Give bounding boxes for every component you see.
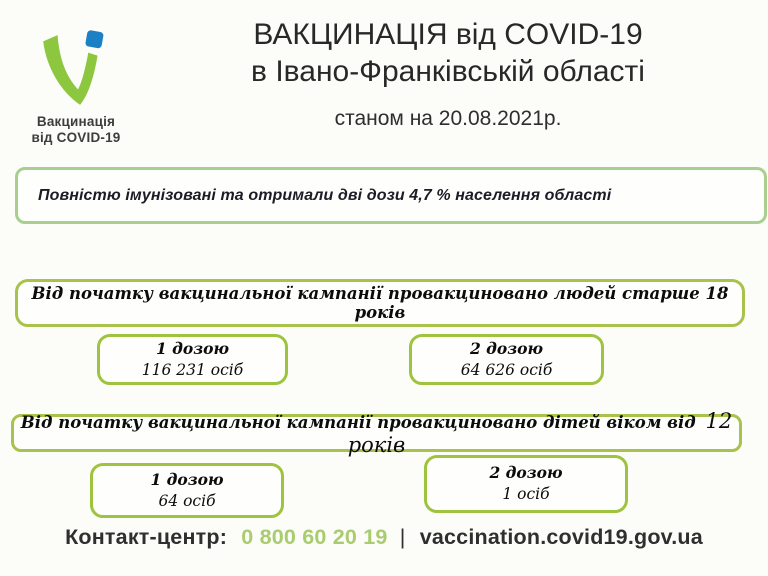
children-section-header [11, 409, 742, 457]
children-section-header-age: 12 років [347, 409, 733, 457]
vaccine-checkmark-icon [40, 28, 112, 110]
vaccination-website: vaccination.covid19.gov.ua [419, 525, 703, 549]
page-title-line1: ВАКЦИНАЦІЯ від COVID-19 [253, 18, 643, 51]
logo-caption-line2: від COVID-19 [31, 130, 121, 146]
logo-caption [15, 114, 137, 147]
title-block [132, 16, 764, 131]
adults-dose2-label: 2 дозою [469, 338, 544, 358]
adults-section-header [15, 279, 745, 327]
fully-immunized-summary-text: Повністю імунізовані та отримали дві дози 4,7 % населення області [38, 186, 612, 204]
children-dose2-box [424, 455, 628, 513]
fully-immunized-summary-box [15, 167, 767, 224]
footer-separator: | [399, 525, 406, 549]
adults-section-header-text: Від початку вакцинальної кампанії провакциновано людей старше 18 років [31, 284, 729, 322]
adults-dose1-value: 116 231 осіб [141, 360, 244, 379]
children-dose2-value: 1 осіб [502, 485, 550, 503]
adults-dose2-value: 64 626 осіб [460, 360, 553, 379]
adults-dose1-box [97, 334, 288, 385]
children-section-header-text [14, 409, 739, 457]
report-date: станом на 20.08.2021р. [334, 107, 562, 131]
adults-dose1-label: 1 дозою [155, 338, 230, 358]
logo-caption-line1: Вакцинація [36, 114, 116, 129]
children-dose2-label: 2 дозою [489, 463, 563, 483]
children-dose1-label: 1 дозою [150, 469, 224, 489]
children-section-header-prefix: Від початку вакцинальної кампанії провакциновано дітей віком від [20, 413, 696, 432]
children-dose1-box [90, 463, 284, 518]
vaccination-logo [15, 28, 137, 147]
page-title-line2: в Івано-Франківській області [251, 55, 645, 89]
contact-center-label: Контакт-центр: [65, 525, 228, 549]
children-dose1-value: 64 осіб [158, 491, 216, 510]
contact-phone-number: 0 800 60 20 19 [241, 525, 388, 549]
adults-dose2-box [409, 334, 604, 385]
contact-footer [0, 525, 768, 550]
